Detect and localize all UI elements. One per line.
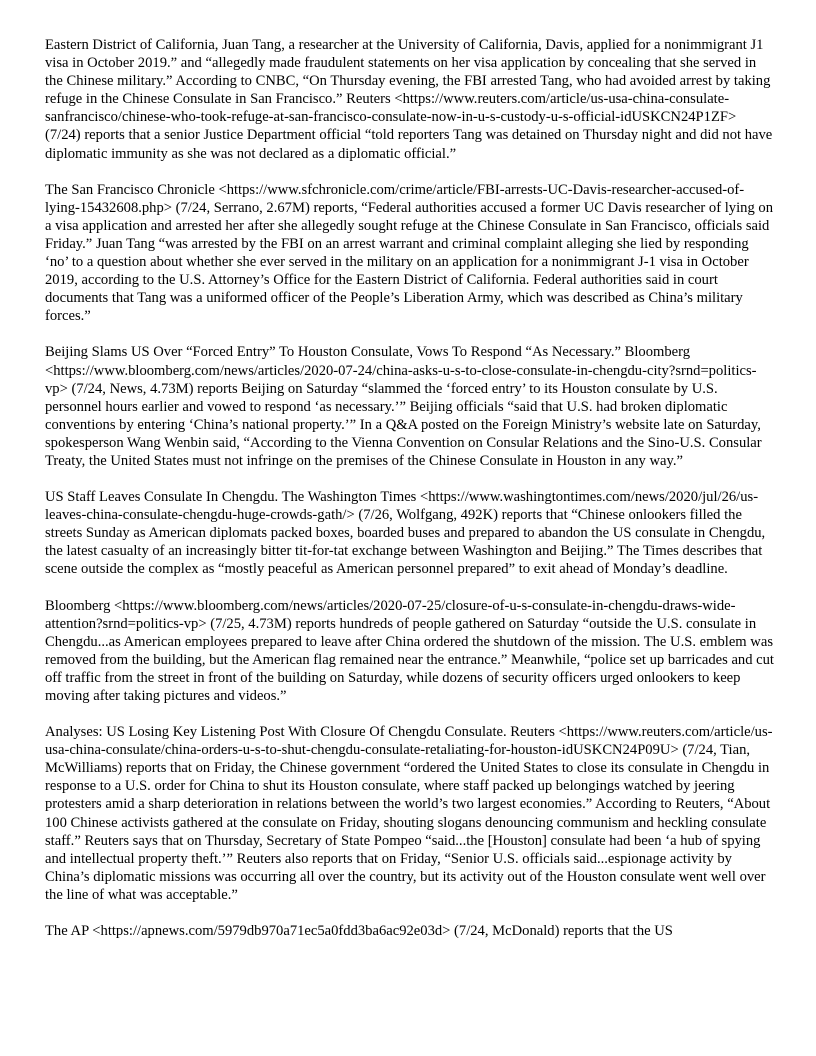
paragraph-tang-arrest: Eastern District of California, Juan Tang, a researcher at the University of California, Davis, applied for a nonimmigrant J1 visa in October 2019.” and “allegedly made fraudulent statements on her visa application by concealing that she served in the Chinese military.” According to CNBC, “On Thursday evening, the FBI arrested Tang, who had avoided arrest by taking refuge in the Chinese Consulate in San Francisco.” Reuters <https://www.reuters.com/article/us-usa-china-consulate-sanfrancisco/chinese-who-took-refuge-at-san-francisco-consulate-now-in-u-s-custody-u-s-official-idUSKCN24P1ZF> (7/24) reports that a senior Justice Department official “told reporters Tang was detained on Thursday night and did not have diplomatic immunity as she was not declared as a diplomatic official.”	[45, 37, 773, 162]
paragraph-beijing-slams: Beijing Slams US Over “Forced Entry” To Houston Consulate, Vows To Respond “As Necessary.” Bloomberg <https://www.bloomberg.com/news/articles/2020-07-24/china-asks-u-s-to-close-consulate-in-chengdu-city?srnd=politics-vp> (7/24, News, 4.73M) reports Beijing on Saturday “slammed the ‘forced entry’ to its Houston consulate by U.S. personnel hours earlier and vowed to respond ‘as necessary.’” Beijing officials “said that U.S. had broken diplomatic conventions by entering ‘China’s national property.’” In a Q&A posted on the Foreign Ministry’s website late on Saturday, spokesperson Wang Wenbin said, “According to the Vienna Convention on Consular Relations and the Sino-U.S. Consular Treaty, the United States must not infringe on the premises of the Chinese Consulate in Houston in any way.”	[45, 344, 762, 469]
paragraph-us-staff-chengdu: US Staff Leaves Consulate In Chengdu. The Washington Times <https://www.washingtontimes.com/news/2020/jul/26/us-leaves-china-consulate-chengdu-huge-crowds-gath/> (7/26, Wolfgang, 492K) reports that “Chinese onlookers filled the streets Sunday as American diplomats packed boxes, boarded buses and prepared to abandon the US consulate in Chengdu, the latest casualty of an increasingly bitter tit-for-tat exchange between Washington and Beijing.” The Times describes that scene outside the complex as “mostly peaceful as American personnel prepared” to exit ahead of Monday’s deadline.	[45, 489, 766, 578]
paragraph-bloomberg-chengdu: Bloomberg <https://www.bloomberg.com/news/articles/2020-07-25/closure-of-u-s-consulate-in-chengdu-draws-wide-attention?srnd=politics-vp> (7/25, 4.73M) reports hundreds of people gathered on Saturday “outside the U.S. consulate in Chengdu...as American employees prepared to leave after China ordered the shutdown of the mission. The U.S. emblem was removed from the building, but the American flag remained near the entrance.” Meanwhile, “police set up barricades and cut off traffic from the street in front of the building on Saturday, while dozens of security officers urged onlookers to keep moving after taking pictures and videos.”	[45, 597, 774, 704]
paragraph-sf-chronicle: The San Francisco Chronicle <https://www.sfchronicle.com/crime/article/FBI-arrests-UC-Davis-researcher-accused-of-lying-15432608.php> (7/24, Serrano, 2.67M) reports, “Federal authorities accused a former UC Davis researcher of lying on a visa application and arrested her after she allegedly sought refuge at the Chinese Consulate in San Francisco, officials said Friday.” Juan Tang “was arrested by the FBI on an arrest warrant and criminal complaint alleging she lied by responding ‘no’ to a question about whether she ever served in the military on an application for a nonimmigrant J-1 visa in October 2019, according to the U.S. Attorney’s Office for the Eastern District of California. Federal authorities said in court documents that Tang was a uniformed officer of the People’s Liberation Army, which was described as China’s military forces.”	[45, 181, 773, 325]
document-page	[45, 36, 775, 958]
paragraph-ap: The AP <https://apnews.com/5979db970a71ec5a0fdd3ba6ac92e03d> (7/24, McDonald) reports that the US	[45, 923, 673, 940]
paragraph-analyses-reuters: Analyses: US Losing Key Listening Post With Closure Of Chengdu Consulate. Reuters <https://www.reuters.com/article/us-usa-china-consulate/china-orders-u-s-to-shut-chengdu-consulate-retaliating-for-houston-idUSKCN24P09U> (7/24, Tian, McWilliams) reports that on Friday, the Chinese government “ordered the United States to close its consulate in Chengdu in response to a U.S. order for China to shut its Houston consulate, where staff packed up belongings watched by jeering protesters amid a sharp deterioration in relations between the world’s two largest economies.” According to Reuters, “About 100 Chinese activists gathered at the consulate on Friday, shouting slogans denouncing communism and heckling consulate staff.” Reuters says that on Thursday, Secretary of State Pompeo “said...the [Houston] consulate had been ‘a hub of spying and intellectual property theft.’” Reuters also reports that on Friday, “Senior U.S. officials said...espionage activity by China’s diplomatic missions was occurring all over the country, but its activity out of the Houston consulate went well over the line of what was acceptable.”	[45, 724, 773, 903]
